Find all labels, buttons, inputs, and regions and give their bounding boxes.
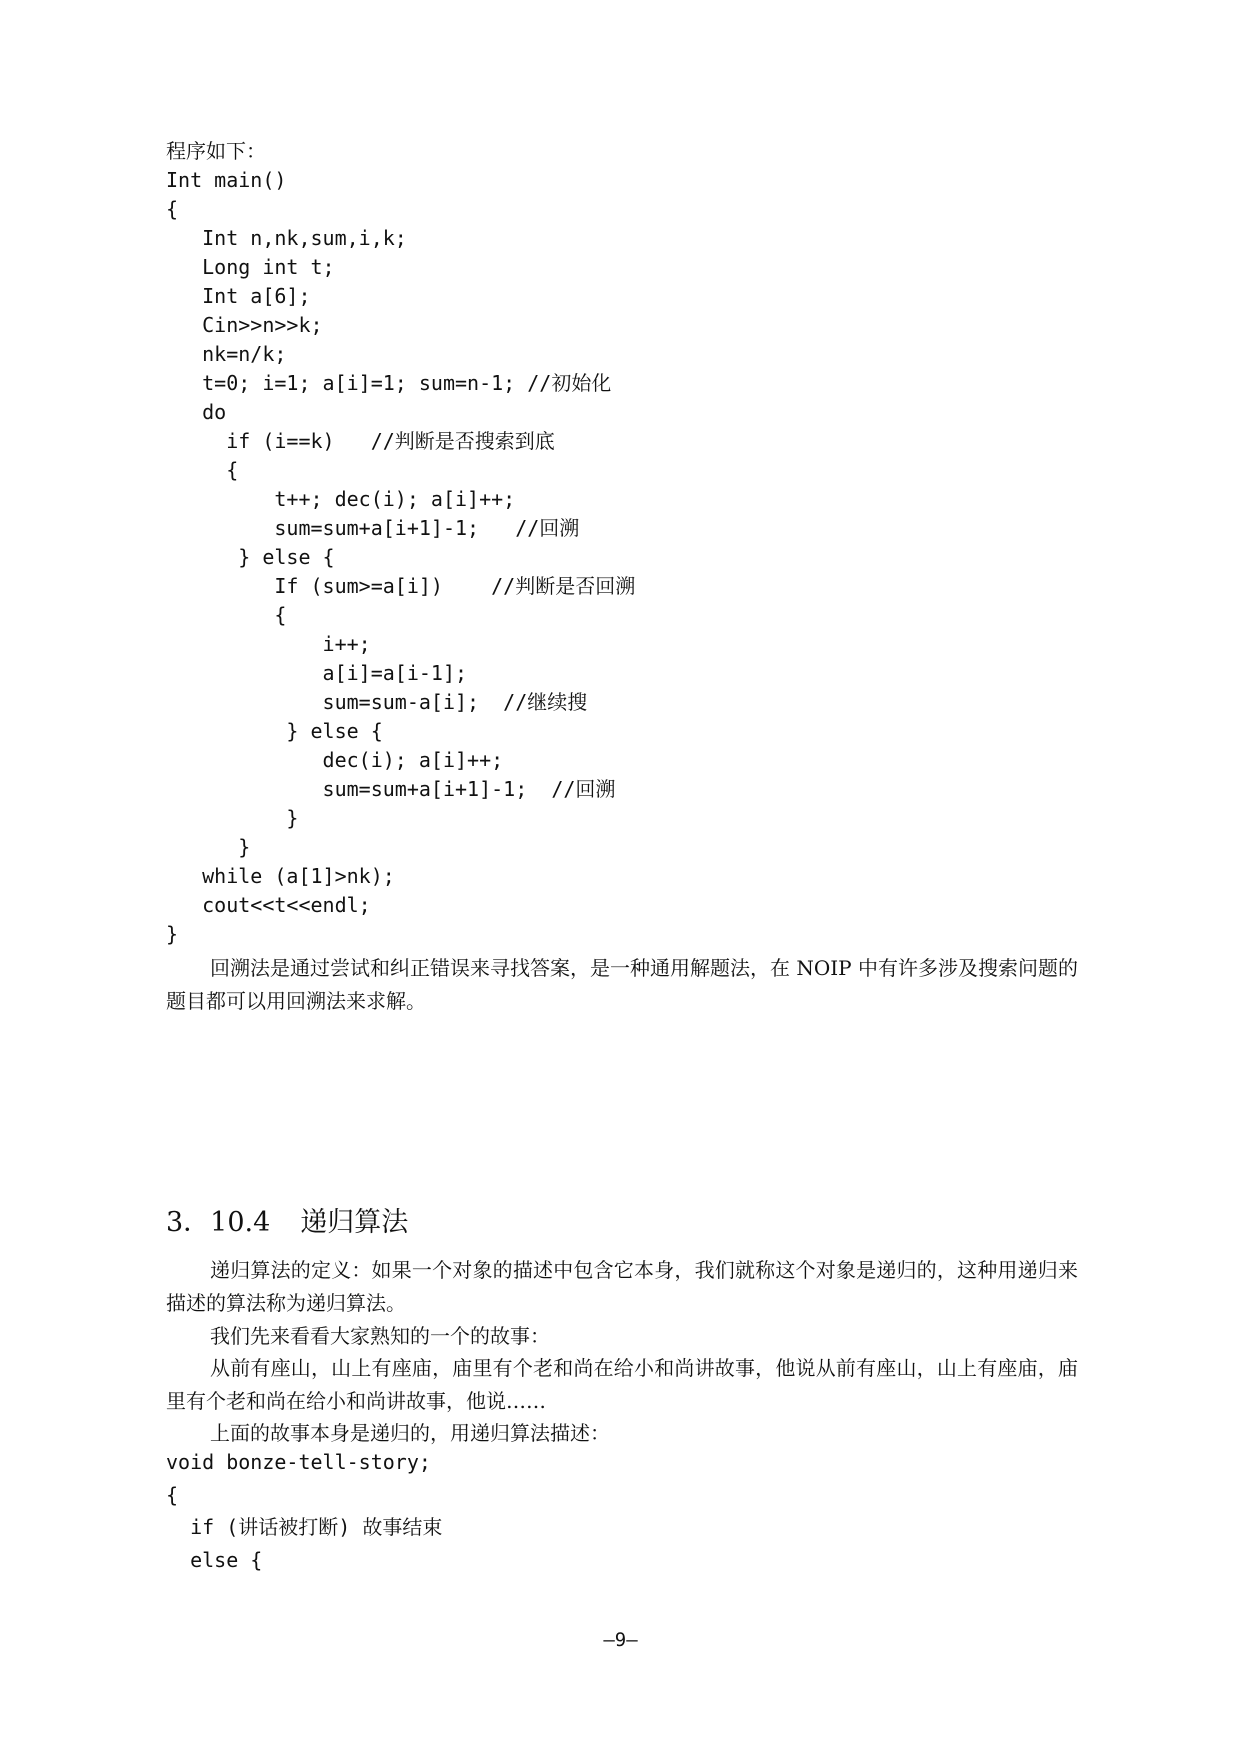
code-line: t=0; i=1; a[i]=1; sum=n-1; //初始化	[166, 371, 612, 395]
code-line: void bonze-tell-story;	[166, 1450, 431, 1474]
page-number: —9—	[603, 1629, 638, 1651]
paragraph-backtracking: 回溯法是通过尝试和纠正错误来寻找答案，是一种通用解题法，在 NOIP 中有许多涉及搜索问题的题目都可以用回溯法来求解。	[166, 956, 1078, 1013]
paragraph-story: 从前有座山，山上有座庙，庙里有个老和尚在给小和尚讲故事，他说从前有座山，山上有座庙，庙里有个老和尚在给小和尚讲故事，他说……	[166, 1356, 1078, 1413]
code-line: do	[166, 400, 227, 424]
code-line: Int a[6];	[166, 284, 311, 308]
paragraph-definition: 递归算法的定义：如果一个对象的描述中包含它本身，我们就称这个对象是递归的，这种用递归来描述的算法称为递归算法。	[166, 1258, 1078, 1315]
section-title: 递归算法	[300, 1207, 409, 1238]
code-line: Long int t;	[166, 255, 335, 279]
code-line: {	[166, 197, 179, 221]
code-line: {	[166, 1483, 179, 1507]
code-line: nk=n/k;	[166, 342, 287, 366]
code-line: Cin>>n>>k;	[166, 313, 323, 337]
code-line: } else {	[166, 719, 383, 743]
paragraph-story-intro: 我们先来看看大家熟知的一个的故事：	[210, 1324, 550, 1348]
code-line: while (a[1]>nk);	[166, 864, 395, 888]
code-line: }	[166, 922, 179, 946]
code-line: sum=sum+a[i+1]-1; //回溯	[166, 777, 616, 801]
code-line: {	[166, 458, 239, 482]
code-line: cout<<t<<endl;	[166, 893, 371, 917]
code-line: }	[166, 835, 251, 859]
code-line: sum=sum+a[i+1]-1; //回溯	[166, 516, 580, 540]
code-line: Int n,nk,sum,i,k;	[166, 226, 407, 250]
section-heading	[166, 1203, 408, 1243]
section-number: 3．10.4	[166, 1207, 271, 1238]
code-line: 程序如下：	[166, 139, 266, 163]
code-line: }	[166, 806, 299, 830]
code-line: Int main()	[166, 168, 287, 192]
paragraph-story-recursive: 上面的故事本身是递归的，用递归算法描述：	[210, 1421, 610, 1445]
code-line: a[i]=a[i-1];	[166, 661, 468, 685]
code-line: If (sum>=a[i]) //判断是否回溯	[166, 574, 636, 598]
code-line: else {	[166, 1548, 263, 1572]
code-line: dec(i); a[i]++;	[166, 748, 504, 772]
code-line: t++; dec(i); a[i]++;	[166, 487, 516, 511]
code-line: sum=sum-a[i]; //继续搜	[166, 690, 588, 714]
code-line: if (i==k) //判断是否搜索到底	[166, 429, 555, 453]
code-line: {	[166, 603, 287, 627]
code-line: if (讲话被打断) 故事结束	[166, 1515, 443, 1539]
code-line: } else {	[166, 545, 335, 569]
code-line: i++;	[166, 632, 371, 656]
